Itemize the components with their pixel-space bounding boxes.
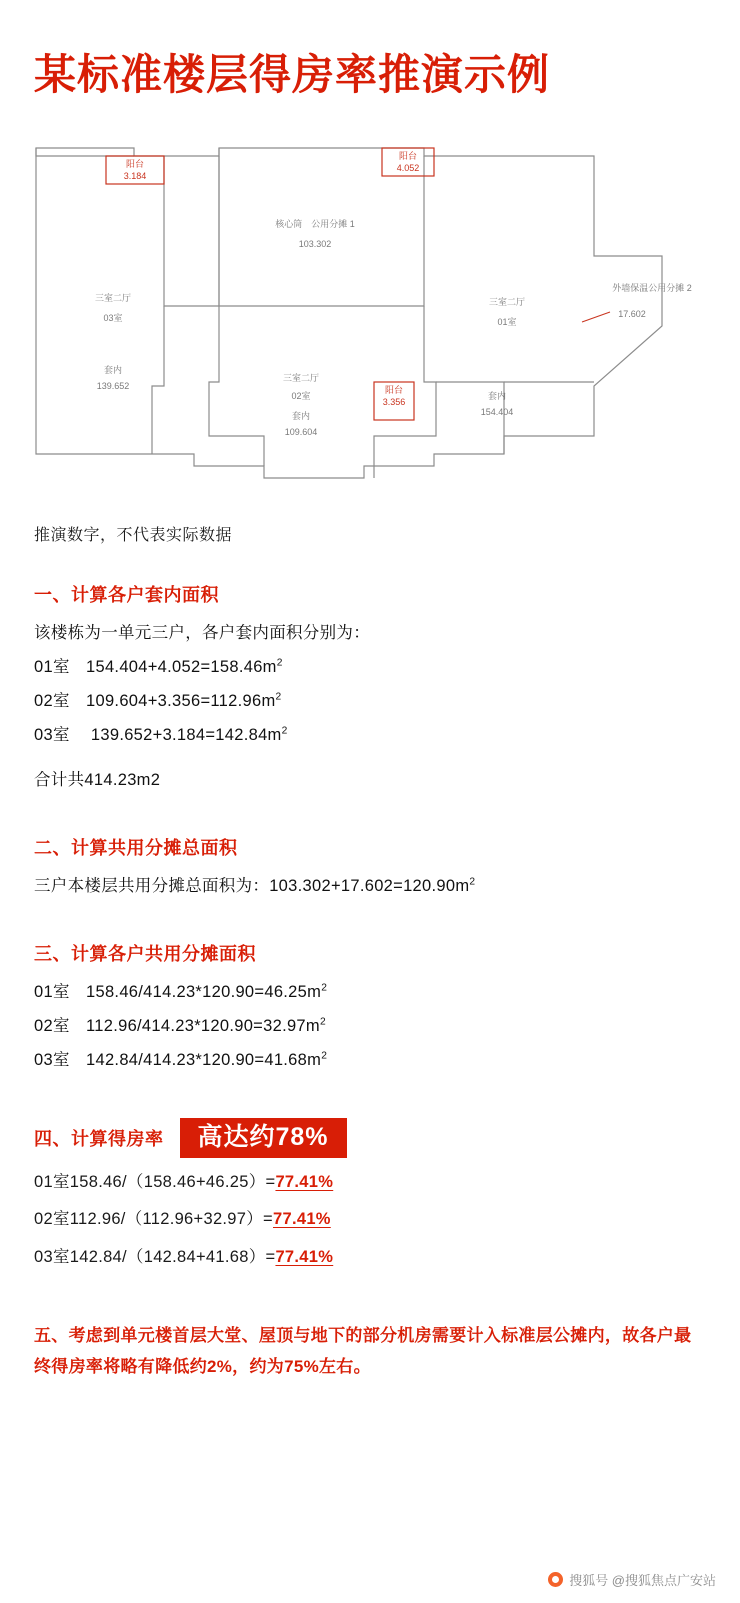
page-title: 某标准楼层得房率推演示例 [34, 51, 551, 98]
plan-label-room01-inner-area: 154.404 [480, 407, 514, 418]
room-label: 03室 [34, 725, 70, 744]
room-expression: 112.96/（112.96+32.97）= [69, 1210, 273, 1229]
section-1-total: 合计共414.23m2 [34, 771, 161, 790]
highlight-badge: 高达约78% [180, 1118, 347, 1159]
plan-label-core-tube: 核心筒 公用分摊 1 [275, 219, 355, 230]
plan-label-balcony-02: 阳台 3.356 [382, 385, 406, 408]
section-4-header-row [34, 1118, 706, 1159]
room-expression: 109.604+3.356=112.96m [86, 691, 276, 710]
rate-value: 77.41% [273, 1210, 331, 1229]
section-3-row [34, 976, 706, 1010]
plan-label-room02-inner: 套内 [291, 411, 310, 422]
plan-label-room03-name: 三室二厅 [94, 293, 131, 304]
room-label: 01室 [34, 658, 70, 676]
plan-label-room03-inner: 套内 [103, 365, 122, 376]
unit-superscript: 2 [319, 1016, 326, 1028]
section-4-row [34, 1164, 706, 1201]
floor-plan [34, 136, 706, 496]
section-1-row [34, 651, 706, 685]
plan-label-room02-inner-area: 109.604 [284, 427, 318, 438]
section-1-row [34, 719, 706, 753]
room-label: 01室 [34, 983, 70, 1002]
unit-superscript: 2 [469, 876, 476, 888]
plan-label-room01-inner: 套内 [487, 391, 506, 402]
plan-label-balcony-01: 阳台 4.052 [396, 151, 420, 174]
section-4-heading: 四、计算得房率 [34, 1128, 164, 1149]
section-1-heading: 一、计算各户套内面积 [34, 585, 219, 606]
plan-label-wall-insulation-area: 17.602 [618, 309, 646, 320]
unit-superscript: 2 [276, 657, 283, 669]
section-1-row [34, 685, 706, 719]
room-label: 02室 [34, 1210, 70, 1229]
section-4-row [34, 1239, 706, 1276]
room-expression: 142.84/414.23*120.90=41.68m [86, 1050, 322, 1069]
plan-label-balcony-03: 阳台 3.184 [123, 159, 147, 182]
unit-superscript: 2 [275, 691, 282, 703]
section-2-text-row [34, 870, 706, 904]
plan-label-room01-name: 三室二厅 [488, 297, 525, 308]
rate-value: 77.41% [275, 1173, 334, 1192]
unit-superscript: 2 [321, 1050, 328, 1062]
plan-label-room03-inner-area: 139.652 [96, 381, 130, 392]
room-label: 02室 [34, 1016, 70, 1035]
plan-label-core-tube-area: 103.302 [298, 239, 332, 250]
section-1-intro: 该楼栋为一单元三户，各户套内面积分别为： [34, 624, 370, 643]
plan-label-room03-no: 03室 [103, 313, 123, 324]
unit-superscript: 2 [281, 725, 288, 737]
room-expression: 154.404+4.052=158.46m [86, 658, 277, 676]
watermark-text: 搜狐号 @搜狐焦点广安站 [569, 1573, 716, 1588]
unit-superscript: 2 [321, 982, 328, 994]
section-4-row [34, 1201, 706, 1238]
plan-label-room02-name: 三室二厅 [282, 373, 319, 384]
section-3-row [34, 1044, 706, 1078]
room-expression: 139.652+3.184=142.84m [86, 725, 282, 744]
section-2-heading: 二、计算共用分摊总面积 [34, 838, 238, 859]
room-label: 03室 [34, 1247, 70, 1266]
room-expression: 112.96/414.23*120.90=32.97m [86, 1016, 320, 1035]
section-2-text: 三户本楼层共用分摊总面积为：103.302+17.602=120.90m [34, 877, 470, 896]
sohu-logo-icon [548, 1572, 563, 1587]
room-expression: 142.84/（142.84+41.68）= [69, 1247, 276, 1266]
section-3-heading: 三、计算各户共用分摊面积 [34, 944, 256, 965]
room-expression: 158.46/414.23*120.90=46.25m [86, 983, 322, 1002]
rate-value: 77.41% [275, 1247, 334, 1266]
watermark [548, 1570, 716, 1589]
room-expression: 158.46/（158.46+46.25）= [69, 1173, 276, 1192]
plan-label-room02-no: 02室 [291, 391, 311, 402]
room-label: 01室 [34, 1173, 70, 1192]
disclaimer-note: 推演数字，不代表实际数据 [34, 527, 233, 545]
room-label: 03室 [34, 1050, 70, 1069]
room-label: 02室 [34, 691, 70, 710]
plan-label-room01-no: 01室 [497, 317, 517, 328]
section-3-row [34, 1010, 706, 1044]
section-5-text: 五、考虑到单元楼首层大堂、屋顶与地下的部分机房需要计入标准层公摊内，故各户最终得房率将略有降低约2%，约为75%左右。 [34, 1325, 692, 1377]
plan-label-wall-insulation: 外墙保温公用分摊 2 [612, 283, 692, 294]
